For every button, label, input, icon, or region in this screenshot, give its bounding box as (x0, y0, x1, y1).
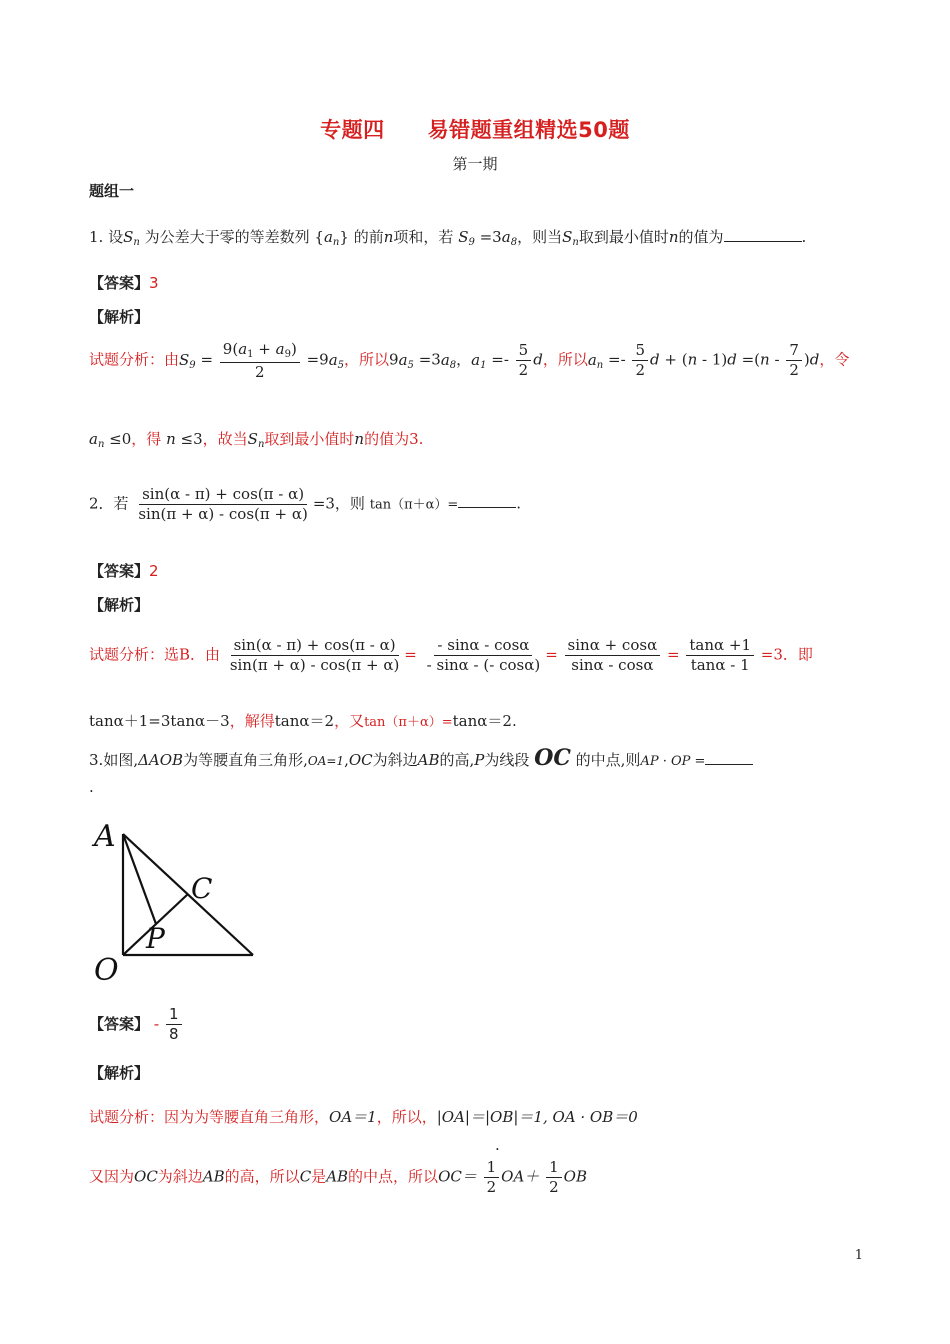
question-2: 2．若 $\frac{\sin(\alpha - \pi) + \cos(\pi - \alpha)}{\sin(\pi + \alpha) - \cos(\pi + \alpha)}$ =3，则 tan（π＋α）= . (89, 485, 522, 523)
q3-analysis-label: 【解析】 (89, 1064, 150, 1082)
q3-analysis-line2: 又因为OC为斜边AB的高，所以C是AB的中点，所以OC＝ $\frac{1}{2}$ OA＋ $\frac{1}{2}$ OB (89, 1158, 587, 1196)
group-heading: 题组一 (89, 182, 135, 200)
q3-dot: . (89, 778, 94, 796)
page-number: 1 (854, 1248, 863, 1263)
label-p: P (146, 922, 165, 955)
q1-analysis-label: 【解析】 (89, 308, 150, 326)
segment-ap (123, 834, 156, 924)
question-1: 1. 设$S_n$ 为公差大于零的等差数列 $\{a_n\}$ 的前n项和，若 $S_9 =3a_8$，则当$S_n$取到最小值时n的值为 . (89, 228, 807, 248)
q1-analysis-line2: $a_n \le 0$，得 n ≤3，故当$S_n$取到最小值时n的值为3. (89, 430, 424, 450)
label-a: A (94, 820, 116, 854)
q2-analysis-line2: tanα＋1=3tanα－3，解得tanα＝2，又tan（π＋α）=tanα＝2. (89, 712, 517, 730)
q2-analysis-label: 【解析】 (89, 596, 150, 614)
q2-analysis: 试题分析：选B．由 $\frac{\sin(\alpha - \pi) + \cos(\pi - \alpha)}{\sin(\pi + \alpha) - \cos(\pi + \alpha)}$ = $\frac{- \sin\alpha - \cos\alpha}{- \sin\alpha - (- \cos\alpha)}$ = $\frac{\sin\alpha + \cos\alpha}{\sin\alpha - \cos\alpha}$ = $\frac{\tan\alpha +1}{\tan\alpha - 1}$ =3．即 (89, 636, 813, 674)
q3-answer: 【答案】 - $\frac{1}{8}$ (89, 1005, 184, 1044)
label-o: O (94, 953, 119, 985)
page-title: 专题四 易错题重组精选50题 (320, 118, 630, 142)
triangle-figure (90, 820, 270, 985)
q1-analysis: 试题分析：由$S_9$ = $\frac{9(a_1 + a_9)}{2}$ $=9a_5$，所以$9a_5 =3a_8$，$a_1$ =- $\frac{5}{2}$ d，所以$a_n$ =- $\frac{5}{2}$ d + (n - 1)d =(n - $\frac{7}{2}$ )d，令 (89, 340, 850, 381)
question-3: 3.如图,ΔAOB为等腰直角三角形,OA=1,OC为斜边AB的高,P为线段 OC 的中点,则AP · OP = (89, 745, 753, 771)
period-label: 第一期 (452, 155, 498, 173)
q1-answer: 【答案】3 (89, 274, 159, 292)
q2-answer: 【答案】2 (89, 562, 159, 580)
label-c: C (191, 872, 213, 905)
q3-analysis: 试题分析：因为为等腰直角三角形，OA＝1，所以，|OA|＝|OB|＝1, OA · OB＝0 (89, 1108, 638, 1126)
